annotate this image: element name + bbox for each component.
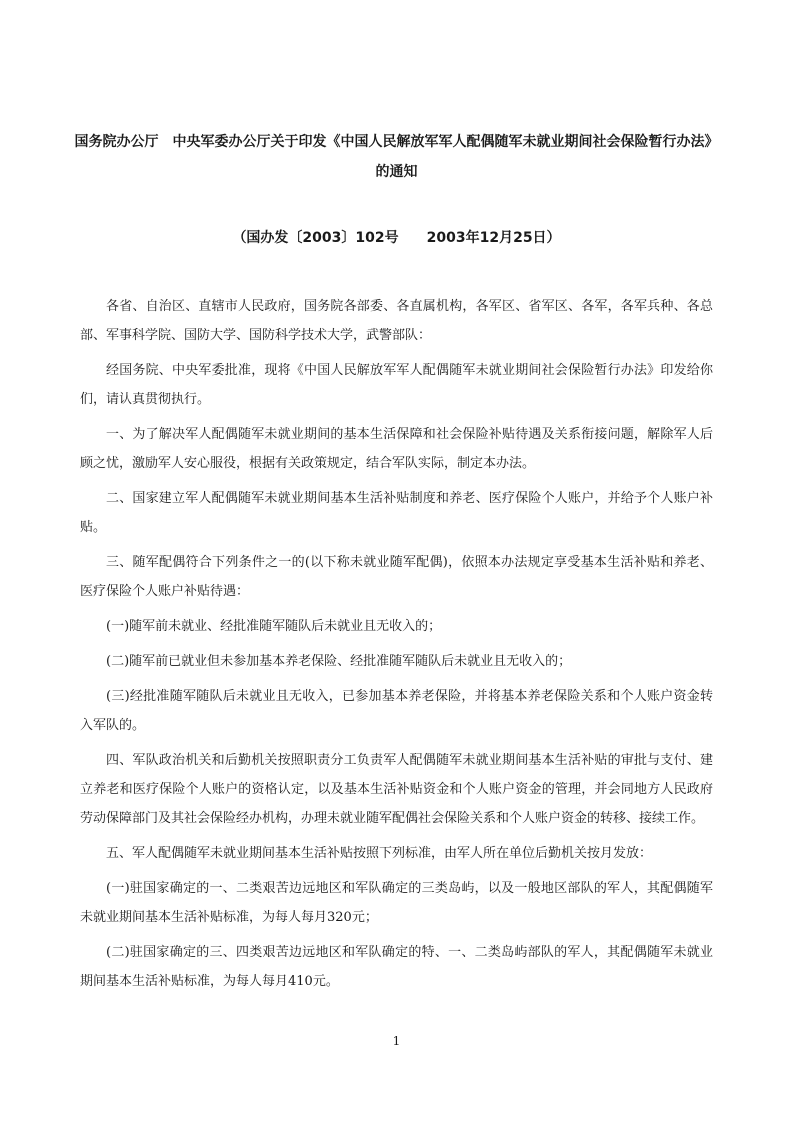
paragraph: (一)驻国家确定的一、二类艰苦边远地区和军队确定的三类岛屿，以及一般地区部队的军人，其配偶随军未就业期间基本生活补贴标准，为每人每月320元； [80, 881, 713, 925]
paragraph: 三、随军配偶符合下列条件之一的(以下称未就业随军配偶)，依照本办法规定享受基本生活补贴和养老、医疗保险个人账户补贴待遇： [80, 555, 713, 599]
paragraph: (二)随军前已就业但未参加基本养老保险、经批准随军随队后未就业且无收入的； [106, 654, 572, 669]
paragraph: (三)经批准随军随队后未就业且无收入，已参加基本养老保险，并将基本养老保险关系和个人账户资金转入军队的。 [80, 689, 713, 733]
paragraph-addressees: 各省、自治区、直辖市人民政府，国务院各部委、各直属机构，各军区、省军区、各军，各军兵种、各总部、军事科学院、国防大学、国防科学技术大学，武警部队： [80, 299, 713, 343]
document-title-line-1: 国务院办公厅 中央军委办公厅关于印发《中国人民解放军军人配偶随军未就业期间社会保险暂行办法》 [74, 134, 719, 150]
paragraph: (一)随军前未就业、经批准随军随队后未就业且无收入的； [106, 619, 442, 634]
paragraph: 二、国家建立军人配偶随军未就业期间基本生活补贴制度和养老、医疗保险个人账户，并给予个人账户补贴。 [80, 491, 713, 535]
paragraph: 一、为了解决军人配偶随军未就业期间的基本生活保障和社会保险补贴待遇及关系衔接问题，解除军人后顾之忧，激励军人安心服役，根据有关政策规定，结合军队实际，制定本办法。 [80, 427, 713, 471]
page-number: 1 [392, 1034, 401, 1048]
document-number-date: （国办发〔2003〕102号 2003年12月25日） [232, 230, 561, 246]
paragraph: (二)驻国家确定的三、四类艰苦边远地区和军队确定的特、一、二类岛屿部队的军人，其配偶随军未就业期间基本生活补贴标准，为每人每月410元。 [80, 945, 713, 989]
paragraph: 五、军人配偶随军未就业期间基本生活补贴按照下列标准，由军人所在单位后勤机关按月发放： [106, 846, 653, 861]
document-body [80, 292, 713, 1002]
paragraph: 四、军队政治机关和后勤机关按照职责分工负责军人配偶随军未就业期间基本生活补贴的审批与支付、建立养老和医疗保险个人账户的资格认定，以及基本生活补贴资金和个人账户资金的管理，并会同地方人民政府劳动保障部门及其社会保险经办机构，办理未就业随军配偶社会保险关系和个人账户资金的转移、接续工作。 [80, 753, 713, 826]
document-title-line-2: 的通知 [375, 164, 418, 180]
paragraph: 经国务院、中央军委批准，现将《中国人民解放军军人配偶随军未就业期间社会保险暂行办法》印发给你们，请认真贯彻执行。 [80, 363, 713, 407]
